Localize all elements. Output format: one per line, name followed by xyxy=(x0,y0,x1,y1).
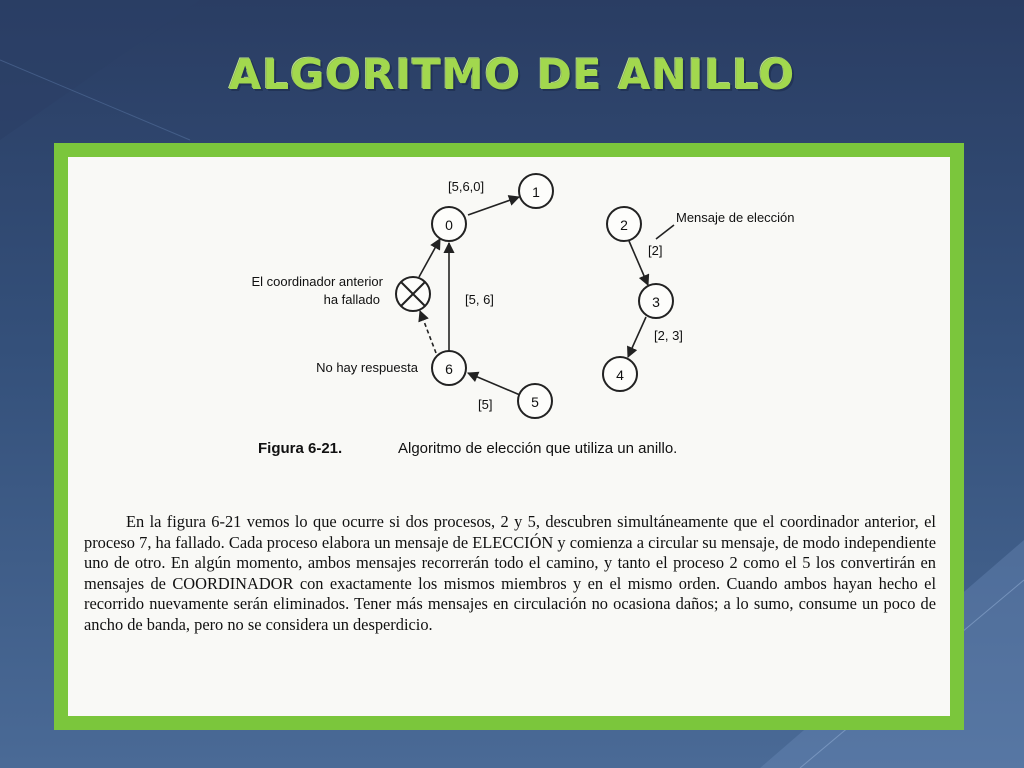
textbook-page xyxy=(68,157,950,716)
node-4-label: 4 xyxy=(616,367,624,383)
node-1-label: 1 xyxy=(532,184,540,200)
edge-2-to-3 xyxy=(629,241,648,285)
node-crashed xyxy=(396,277,430,311)
edge-3-to-4 xyxy=(628,317,646,357)
node-2-label: 2 xyxy=(620,217,628,233)
annotation-coordinator-line1: El coordinador anterior xyxy=(251,274,383,289)
edge-6-to-crashed xyxy=(420,311,436,353)
edge-label-3-4: [2, 3] xyxy=(654,328,683,343)
edge-label-6-0: [5, 6] xyxy=(465,292,494,307)
body-text xyxy=(84,512,936,635)
node-4 xyxy=(603,357,637,391)
body-paragraph: En la figura 6-21 vemos lo que ocurre si dos procesos, 2 y 5, descubren simultáneamente que el coordinador anterior, el proceso 7, ha fallado. Cada proceso elabora un mensaje de ELECCIÓN y comienza a circular su mensaje, de modo independiente uno de otro. En algún momento, ambos mensajes recorrerán todo el camino, y tanto el proceso 2 como el 5 los convertirán en mensajes de COORDINADOR con exactamente los mismos miembros y en el mismo orden. Cuando ambos hayan hecho el recorrido nuevamente serán eliminados. Tener más mensajes en circulación no ocasiona daños; a lo sumo, consume un poco de ancho de banda, pero no se considera un desperdicio. xyxy=(84,512,936,634)
slide-title: ALGORITMO DE ANILLO xyxy=(228,50,796,99)
election-message-pointer xyxy=(656,225,674,239)
node-5 xyxy=(518,384,552,418)
node-0 xyxy=(432,207,466,241)
node-1 xyxy=(519,174,553,208)
edge-5-to-6 xyxy=(468,373,520,395)
edge-0-to-1 xyxy=(468,197,519,215)
node-2 xyxy=(607,207,641,241)
ring-election-diagram xyxy=(68,157,950,497)
node-6-label: 6 xyxy=(445,361,453,377)
edge-crashed-to-0 xyxy=(419,239,440,277)
node-3 xyxy=(639,284,673,318)
figure-caption-number: Figura 6-21. xyxy=(258,440,343,457)
node-0-label: 0 xyxy=(445,217,453,233)
node-3-label: 3 xyxy=(652,294,660,310)
annotation-coordinator-line2: ha fallado xyxy=(323,292,380,307)
annotation-election-message: Mensaje de elección xyxy=(676,210,795,225)
edge-label-5-6: [5] xyxy=(478,397,493,412)
node-5-label: 5 xyxy=(531,394,539,410)
figure-caption-text: Algoritmo de elección que utiliza un anillo. xyxy=(398,440,678,457)
edge-label-2-3: [2] xyxy=(648,243,663,258)
annotation-no-response: No hay respuesta xyxy=(316,360,418,375)
edge-label-0-1: [5,6,0] xyxy=(448,179,485,194)
node-6 xyxy=(432,351,466,385)
